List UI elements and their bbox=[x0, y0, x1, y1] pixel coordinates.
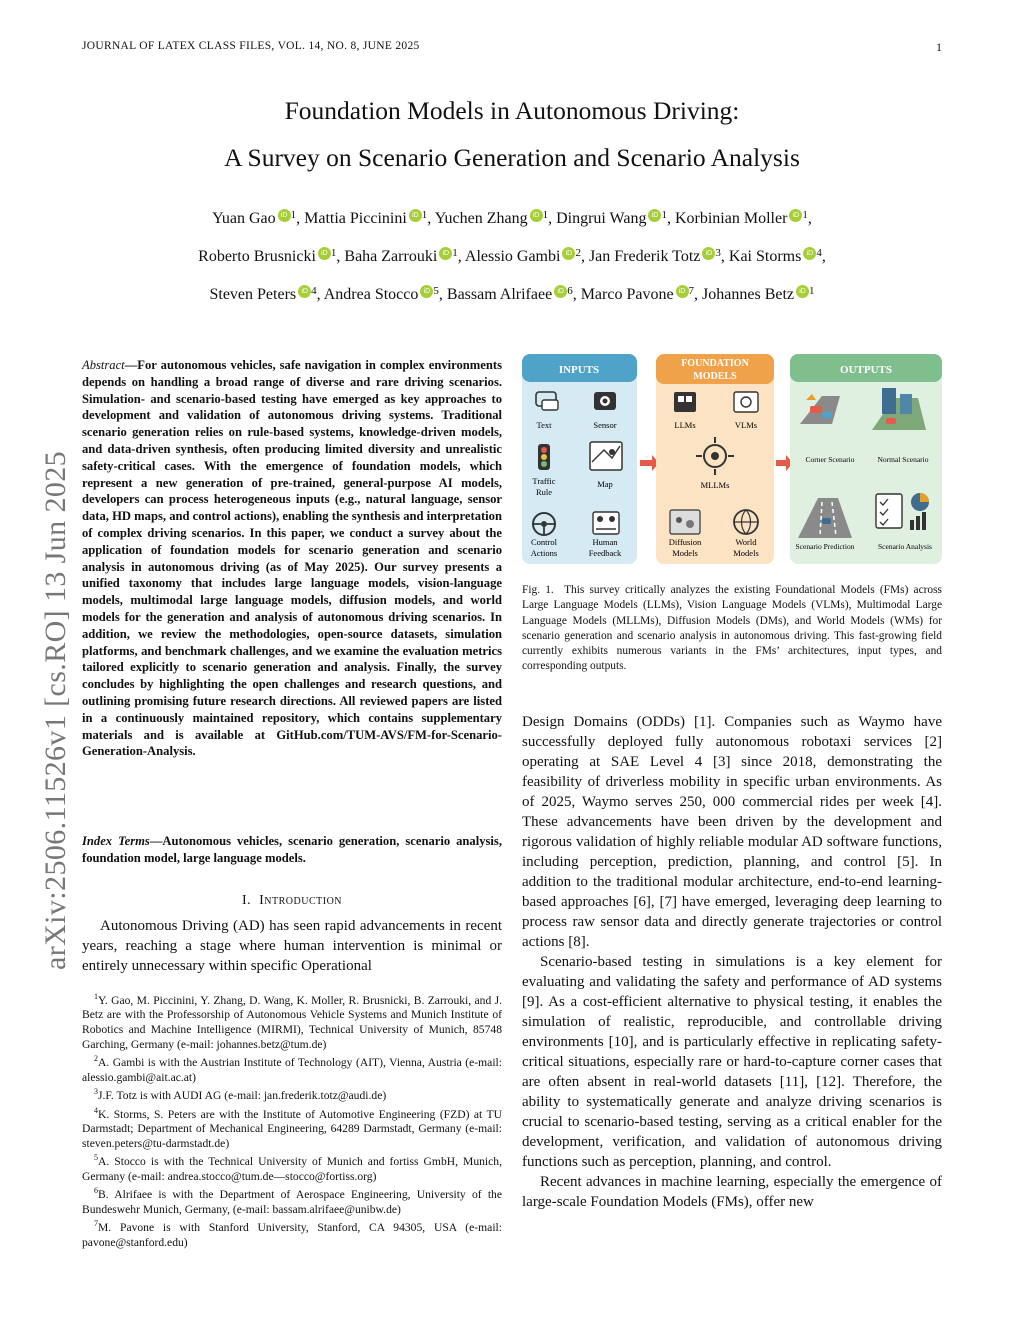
output-normal-label: Normal Scenario bbox=[877, 455, 929, 464]
author-name: Jan Frederik Totz bbox=[588, 248, 701, 265]
footnote bbox=[82, 1217, 502, 1250]
output-analysis-label: Scenario Analysis bbox=[878, 542, 932, 551]
vlm-icon bbox=[734, 392, 758, 412]
diffusion-icon bbox=[670, 510, 700, 534]
author-affiliation-mark: 1 bbox=[452, 247, 458, 259]
author-separator: , bbox=[427, 210, 435, 227]
author-name: Steven Peters bbox=[209, 286, 297, 303]
author-separator: , bbox=[457, 248, 465, 265]
abstract bbox=[82, 357, 502, 760]
abstract-text: —For autonomous vehicles, safe navigation in complex environments depends on handling a broad range of diverse and rare driving scenarios. Simulation- and scenario-based testing have emerged as key approaches to development and validation of autonomous driving systems. Traditional scenario generation relies on rule-based systems, knowledge-driven models, and data-driven synthesis, often producing limited diversity and unrealistic safety-critical cases. With the emergence of foundation models, which represent a new generation of pre-trained, general-purpose AI models, developers can process heterogeneous inputs (e.g., natural language, sensor data, HD maps, and control actions), enabling the synthesis and interpretation of complex driving scenarios. In this paper, we conduct a survey about the application of foundation models for scenario generation and scenario analysis in autonomous driving (as of May 2025). Our survey presents a unified taxonomy that includes large language models, vision-language models, multimodal large language models, diffusion models, and world models for the generation and analysis of autonomous driving scenarios. In addition, we review the methodologies, open-source datasets, simulation platforms, and benchmark challenges, and we examine the evaluation metrics tailored explicitly to scenario generation and analysis. Finally, the survey concludes by highlighting the open challenges and research questions, and outlining promising future research directions. All reviewed papers are listed in a continuously maintained repository, which contains supplementary materials and is available at GitHub.com/TUM-AVS/FM-for-Scenario-Generation-Analysis. bbox=[82, 358, 502, 759]
author-name: Baha Zarrouki bbox=[344, 248, 438, 265]
model-world-label-1: World bbox=[735, 537, 757, 547]
paper-title-line-1: Foundation Models in Autonomous Driving: bbox=[284, 96, 740, 125]
author bbox=[556, 210, 675, 227]
author bbox=[447, 286, 581, 303]
section-number: I. bbox=[241, 893, 252, 908]
author bbox=[465, 248, 589, 265]
model-diffusion-label-2: Models bbox=[672, 548, 698, 558]
author-name: Yuan Gao bbox=[212, 210, 276, 227]
author bbox=[209, 286, 323, 303]
model-world-label-2: Models bbox=[733, 548, 759, 558]
orcid-icon[interactable]: iD bbox=[409, 209, 422, 222]
author bbox=[212, 210, 304, 227]
footnote-mark: 5 bbox=[94, 1153, 98, 1163]
orcid-icon[interactable]: iD bbox=[420, 285, 433, 298]
author-separator: , bbox=[336, 248, 345, 265]
output-corner-label: Corner Scenario bbox=[805, 455, 855, 464]
author-list bbox=[120, 198, 904, 312]
footnote-text: J.F. Totz is with AUDI AG (e-mail: jan.frederik.totz@audi.de) bbox=[98, 1089, 387, 1103]
figure-1-diagram bbox=[522, 352, 942, 566]
author bbox=[589, 248, 729, 265]
orcid-icon[interactable]: iD bbox=[702, 247, 715, 260]
abstract-label: Abstract bbox=[82, 358, 125, 372]
author bbox=[324, 286, 447, 303]
author-affiliation-mark: 1 bbox=[802, 209, 808, 221]
footnote bbox=[82, 1085, 502, 1103]
output-prediction-label: Scenario Prediction bbox=[795, 542, 855, 551]
author-separator: , bbox=[580, 248, 589, 265]
author bbox=[729, 248, 826, 265]
author-name: Bassam Alrifaee bbox=[446, 286, 553, 303]
model-mllms-label: MLLMs bbox=[700, 480, 730, 490]
input-sensor-label: Sensor bbox=[593, 420, 617, 430]
input-human-label-2: Feedback bbox=[588, 548, 622, 558]
author-name: Johannes Betz bbox=[702, 286, 795, 303]
footnote bbox=[82, 1052, 502, 1085]
orcid-icon[interactable]: iD bbox=[439, 247, 452, 260]
input-traffic-label-2: Rule bbox=[535, 487, 553, 497]
arxiv-watermark bbox=[39, 400, 79, 980]
fm-title-2: MODELS bbox=[693, 371, 737, 382]
arxiv-id: arXiv:2506.11526v1 [cs.RO] 13 Jun 2025 bbox=[39, 450, 72, 970]
author bbox=[435, 210, 556, 227]
author-separator: , bbox=[438, 286, 447, 303]
human-feedback-icon bbox=[593, 512, 619, 534]
author-name: Kai Storms bbox=[728, 248, 802, 265]
paper-title-line-2: A Survey on Scenario Generation and Scenario Analysis bbox=[224, 143, 800, 172]
footnote-text: K. Storms, S. Peters are with the Institute of Automotive Engineering (FZD) at TU Darmstadt; Department of Mechanical Engineering, 64289 Darmstadt, Germany (e-mail: steven.peters@tu-darmstadt.de) bbox=[82, 1107, 502, 1150]
author-name: Roberto Brusnicki bbox=[198, 248, 316, 265]
author-separator: , bbox=[821, 248, 826, 265]
author-separator: , bbox=[548, 210, 557, 227]
right-column-text bbox=[522, 712, 942, 1212]
orcid-icon[interactable]: iD bbox=[803, 247, 816, 260]
footnote-mark: 2 bbox=[94, 1054, 98, 1064]
paragraph: Design Domains (ODDs) [1]. Companies such as Waymo have successfully deployed fully autonomous robotaxi services [2] operating at SAE Level 4 [3] since 2018, demonstrating the feasibility of driverless mobility in specific urban environments. As of 2025, Waymo serves 250, 000 commercial rides per week [4]. These advancements have been driven by the development and rigorous validation of highly reliable modular AD software functions, including perception, prediction, planning, and control [5]. In addition to the traditional modular architecture, end-to-end learning-based approaches [6], [7] have emerged, leveraging deep learning to process raw sensor data and directly generate trajectories or control actions [8]. bbox=[522, 714, 942, 950]
author bbox=[304, 210, 435, 227]
author-name: Dingrui Wang bbox=[556, 210, 647, 227]
author-separator: , bbox=[807, 210, 812, 227]
footnote-mark: 6 bbox=[94, 1186, 98, 1196]
orcid-icon[interactable]: iD bbox=[554, 285, 567, 298]
page-number: 1 bbox=[936, 40, 942, 54]
input-human-label-1: Human bbox=[592, 537, 618, 547]
orcid-icon[interactable]: iD bbox=[648, 209, 661, 222]
intro-paragraph: Autonomous Driving (AD) has seen rapid advancements in recent years, reaching a stage where human intervention is minimal or entirely unnecessary within specific Operational bbox=[82, 918, 502, 974]
orcid-icon[interactable]: iD bbox=[530, 209, 543, 222]
orcid-icon[interactable]: iD bbox=[796, 285, 809, 298]
paragraph: Scenario-based testing in simulations is a key element for evaluating and validating the safety and performance of AD systems [9]. As a cost-efficient alternative to physical testing, it enables the simulation of realistic, reproducible, and controllable driving environments [10], and is particularly effective in replicating safety-critical situations, especially rare or hard-to-capture corner cases that are often absent in real-world datasets [11], [12]. Therefore, the ability to systematically generate and analyze driving scenarios is crucial to scenario-based testing, serving as a critical enabler for the development, verification, and validation of autonomous driving functions such as perception, planning, and control. bbox=[522, 954, 942, 1170]
orcid-icon[interactable]: iD bbox=[789, 209, 802, 222]
orcid-icon[interactable]: iD bbox=[298, 285, 311, 298]
footnote-text: A. Stocco is with the Technical University of Munich and fortiss GmbH, Munich, Germany (e-mail: andrea.stocco@tum.de—stocco@fortiss.org) bbox=[82, 1155, 502, 1183]
orcid-icon[interactable]: iD bbox=[562, 247, 575, 260]
author bbox=[702, 286, 814, 303]
input-control-label-2: Actions bbox=[530, 548, 558, 558]
author bbox=[581, 286, 702, 303]
footnote-mark: 1 bbox=[94, 992, 98, 1001]
model-vlms-label: VLMs bbox=[734, 420, 758, 430]
index-terms-label: Index Terms bbox=[82, 834, 150, 848]
input-control-label-1: Control bbox=[531, 537, 557, 547]
author-affiliation-mark: 3 bbox=[715, 247, 721, 259]
author-affiliation-mark: 1 bbox=[809, 285, 815, 297]
footnote-text: M. Pavone is with Stanford University, Stanford, CA 94305, USA (e-mail: pavone@stanford.edu) bbox=[82, 1221, 502, 1249]
author bbox=[198, 248, 344, 265]
author-name: Mattia Piccinini bbox=[304, 210, 407, 227]
author-affiliation-mark: 7 bbox=[688, 285, 695, 297]
author-separator: , bbox=[316, 286, 324, 303]
caption-text: This survey critically analyzes the existing Foundational Models (FMs) across Large Language Models (LLMs), Vision Language Models (VLMs), Multimodal Large Language Models (MLLMs), Diffusion Models (DMs), and World Models (WMs) for scenario generation and scenario analysis in autonomous driving. This fast-growing field currently exhibits numerous variants in the FMs’ architectures, input types, and corresponding outputs. bbox=[522, 584, 942, 673]
author-separator: , bbox=[572, 286, 581, 303]
author-affiliation-mark: 1 bbox=[290, 209, 297, 221]
footnote bbox=[82, 990, 502, 1052]
author-affiliation-mark: 4 bbox=[311, 285, 317, 297]
author-separator: , bbox=[694, 286, 703, 303]
outputs-title: OUTPUTS bbox=[840, 364, 892, 376]
fm-title-1: FOUNDATION bbox=[681, 358, 749, 369]
model-diffusion-label-1: Diffusion bbox=[668, 537, 702, 547]
figure-caption bbox=[522, 583, 942, 675]
input-map-label: Map bbox=[597, 479, 613, 489]
section-heading bbox=[82, 893, 502, 909]
footnote-mark: 3 bbox=[94, 1087, 98, 1097]
input-text-label: Text bbox=[536, 420, 552, 430]
paragraph: Recent advances in machine learning, especially the emergence of large-scale Foundation Models (FMs), offer new bbox=[522, 1174, 942, 1210]
orcid-icon[interactable]: iD bbox=[676, 285, 689, 298]
running-header: JOURNAL OF LATEX CLASS FILES, VOL. 14, NO. 8, JUNE 2025 bbox=[82, 40, 420, 52]
author-affiliation-mark: 4 bbox=[816, 247, 822, 259]
footnote-text: B. Alrifaee is with the Department of Aerospace Engineering, University of the Bundeswehr Munich, Germany, (e-mail: bassam.alrifaee@unibw.de) bbox=[82, 1188, 502, 1216]
author-affiliation-mark: 1 bbox=[330, 247, 337, 259]
author-affiliation-mark: 1 bbox=[421, 209, 428, 221]
inputs-title: INPUTS bbox=[558, 364, 600, 376]
footnote-text: Y. Gao, M. Piccinini, Y. Zhang, D. Wang, K. Moller, R. Brusnicki, B. Zarrouki, and J. Betz are with the Professorship of Autonomous Vehicle Systems and Munich Institute of Robotics and Machine Intelligence (MIRMI), Technical University of Munich, 85748 Garching, Germany (e-mail: johannes.betz@tum.de) bbox=[82, 993, 502, 1051]
footnote-mark: 7 bbox=[94, 1219, 98, 1229]
author bbox=[344, 248, 464, 265]
author-separator: , bbox=[720, 248, 729, 265]
author-affiliation-mark: 2 bbox=[575, 247, 581, 259]
footnote bbox=[82, 1151, 502, 1184]
author-name: Yuchen Zhang bbox=[434, 210, 528, 227]
author bbox=[675, 210, 812, 227]
footnote bbox=[82, 1104, 502, 1152]
map-icon bbox=[590, 442, 622, 470]
llm-icon bbox=[674, 392, 696, 412]
caption-label: Fig. 1. bbox=[522, 584, 554, 596]
footnote-text: A. Gambi is with the Austrian Institute of Technology (AIT), Vienna, Austria (e-mail: alessio.gambi@ait.ac.at) bbox=[82, 1056, 502, 1084]
section-title: Introduction bbox=[259, 893, 343, 908]
index-terms-text: —Autonomous vehicles, scenario generation, scenario analysis, foundation model, large language models. bbox=[82, 834, 502, 865]
footnotes bbox=[82, 990, 502, 1251]
author-affiliation-mark: 6 bbox=[567, 285, 573, 297]
footnote-mark: 4 bbox=[94, 1105, 98, 1115]
model-llms-label: LLMs bbox=[674, 420, 696, 430]
author-name: Marco Pavone bbox=[580, 286, 674, 303]
author-name: Andrea Stocco bbox=[323, 286, 419, 303]
traffic-light-icon bbox=[538, 444, 550, 470]
author-name: Alessio Gambi bbox=[464, 248, 561, 265]
orcid-icon[interactable]: iD bbox=[278, 209, 291, 222]
orcid-icon[interactable]: iD bbox=[318, 247, 331, 260]
input-traffic-label-1: Traffic bbox=[532, 476, 556, 486]
figure-1 bbox=[522, 352, 942, 566]
author-separator: , bbox=[296, 210, 305, 227]
author-affiliation-mark: 1 bbox=[661, 209, 667, 221]
author-affiliation-mark: 5 bbox=[433, 285, 439, 297]
author-affiliation-mark: 1 bbox=[542, 209, 549, 221]
sensor-icon bbox=[594, 392, 616, 410]
index-terms bbox=[82, 833, 502, 867]
author-separator: , bbox=[666, 210, 675, 227]
footnote bbox=[82, 1184, 502, 1217]
author-name: Korbinian Moller bbox=[674, 210, 788, 227]
